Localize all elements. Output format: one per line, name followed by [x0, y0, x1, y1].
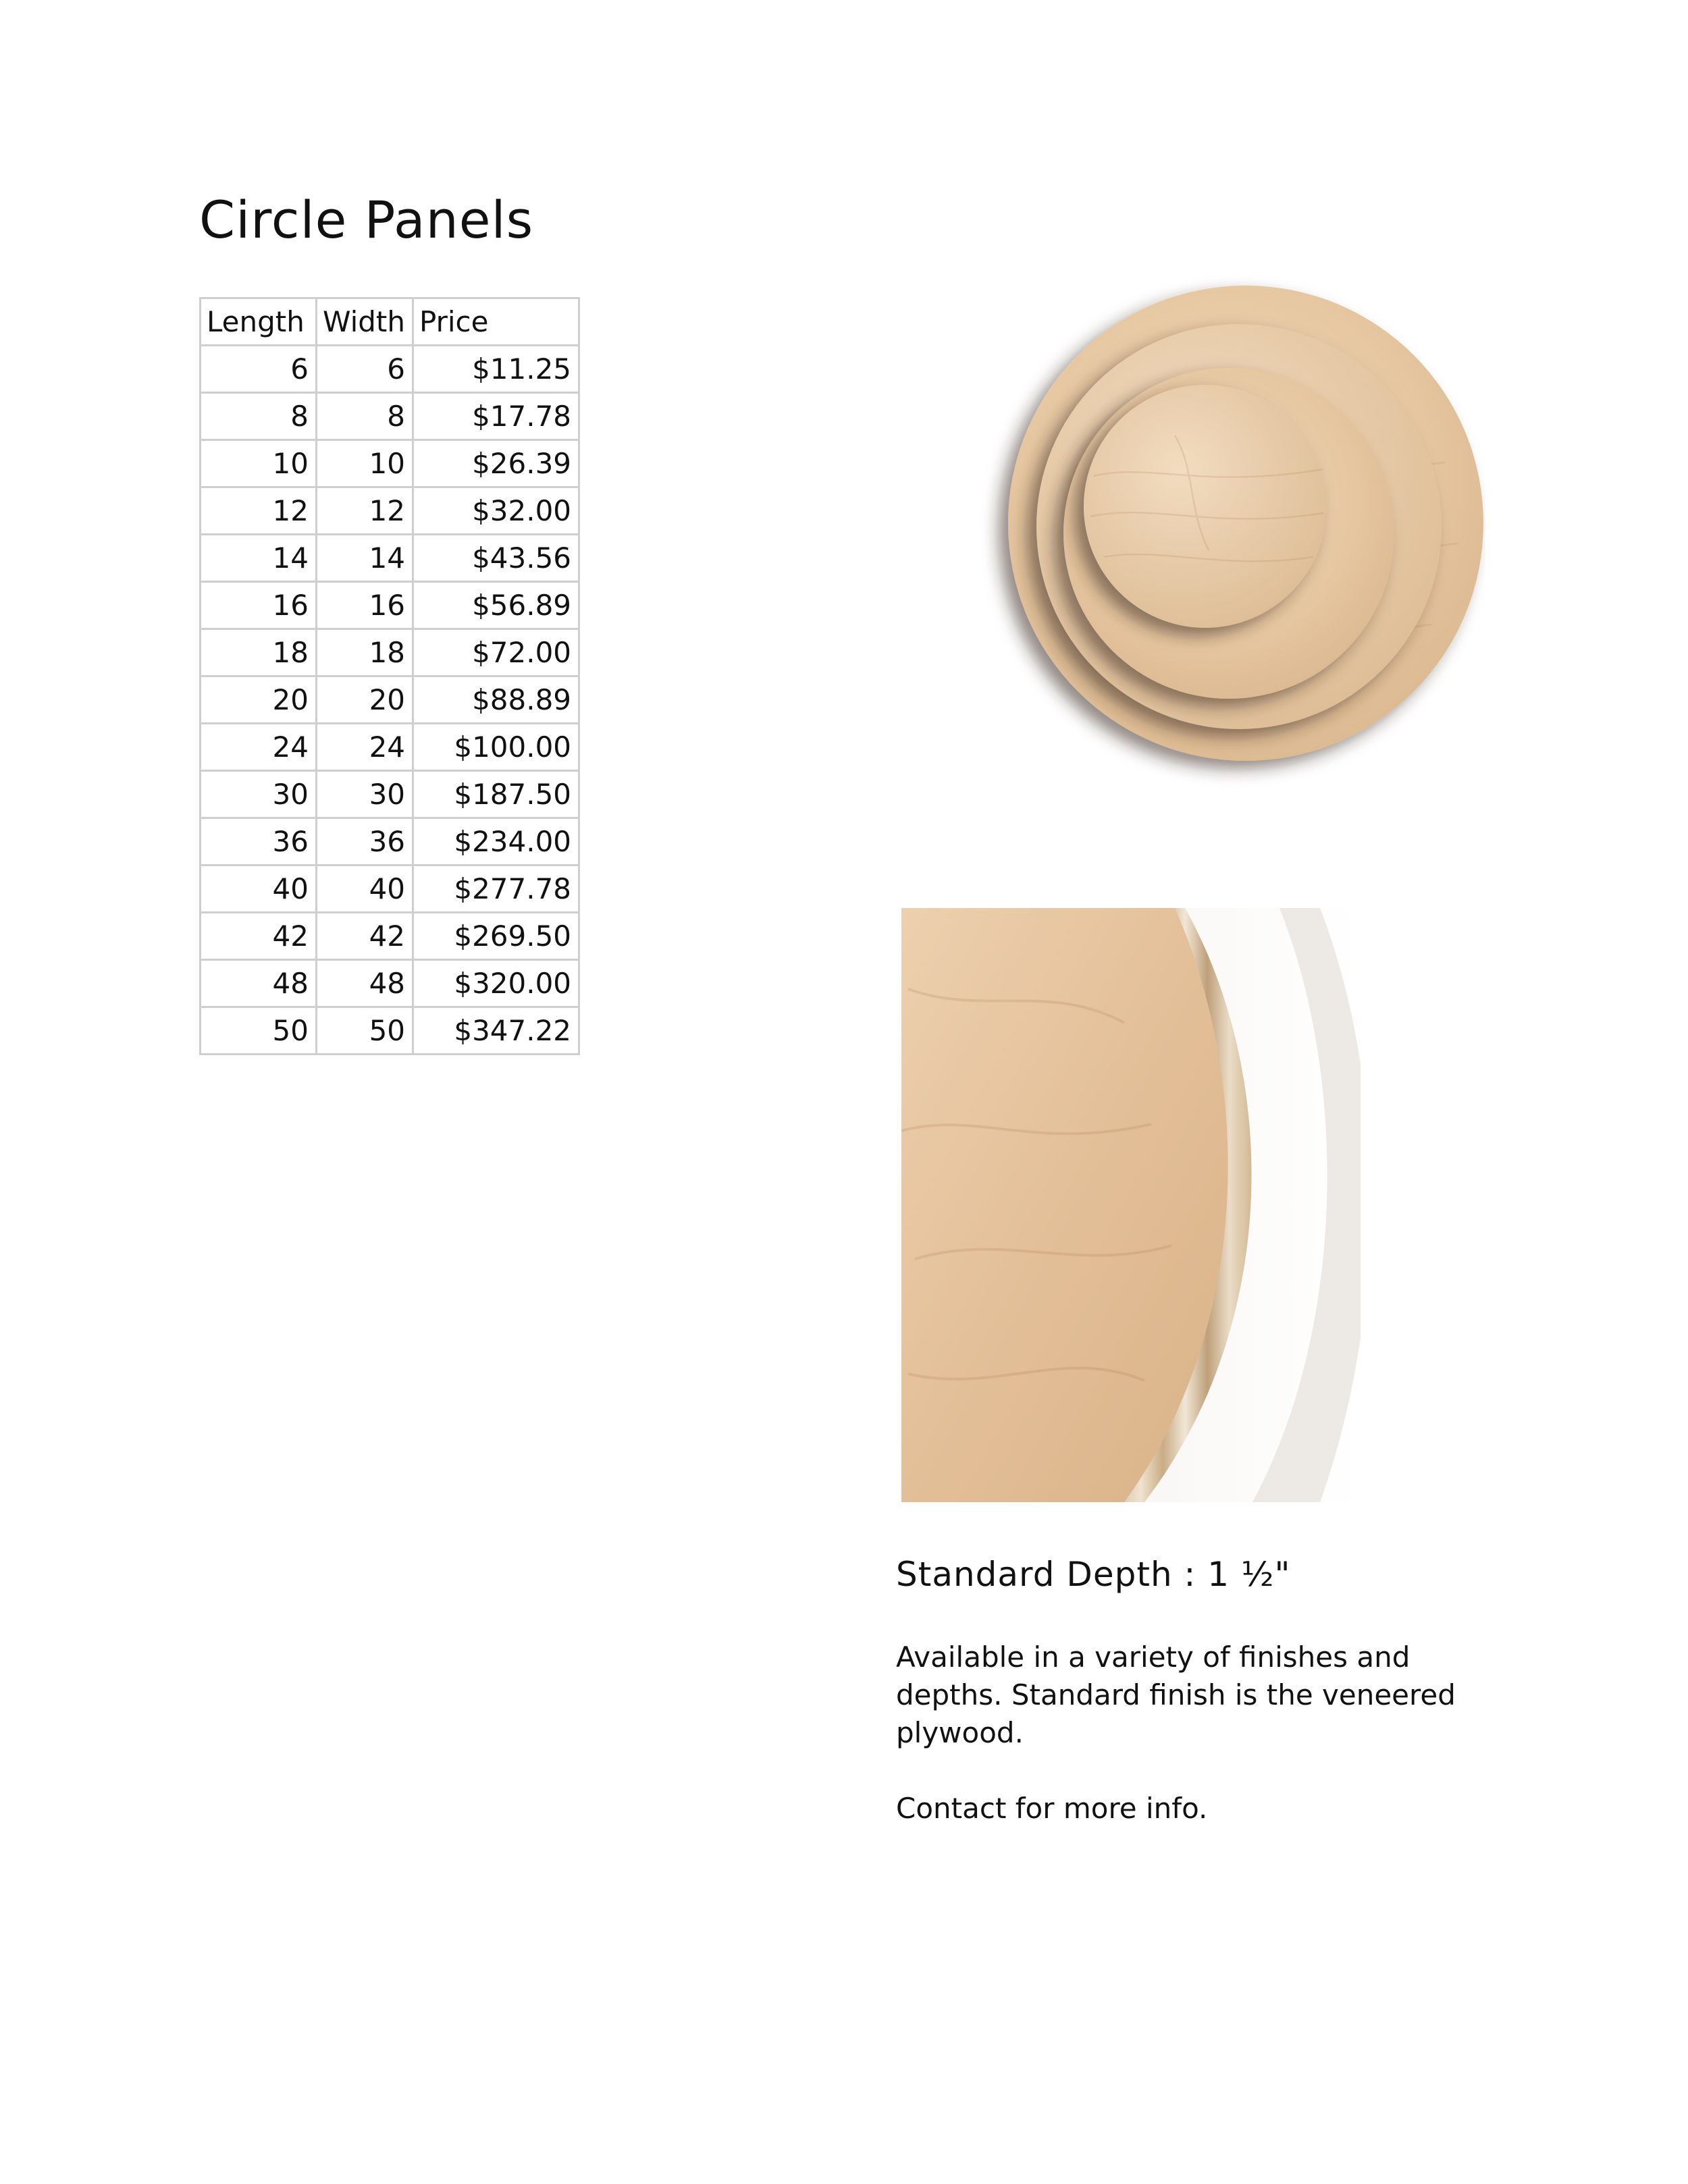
cell-length: 18	[201, 629, 317, 676]
cell-price: $43.56	[413, 535, 579, 582]
table-row	[201, 393, 579, 440]
cell-price: $17.78	[413, 393, 579, 440]
cell-length: 12	[201, 487, 317, 535]
cell-price: $11.25	[413, 346, 579, 393]
cell-width: 6	[317, 346, 413, 393]
cell-price: $269.50	[413, 913, 579, 960]
cell-length: 24	[201, 724, 317, 771]
panel-edge-closeup-image	[901, 908, 1361, 1502]
table-row	[201, 724, 579, 771]
cell-length: 14	[201, 535, 317, 582]
cell-width: 50	[317, 1007, 413, 1055]
table-row	[201, 771, 579, 818]
cell-length: 30	[201, 771, 317, 818]
table-row	[201, 676, 579, 724]
stacked-circle-panels-image	[972, 267, 1485, 793]
cell-price: $187.50	[413, 771, 579, 818]
table-row	[201, 346, 579, 393]
cell-price: $234.00	[413, 818, 579, 865]
table-row	[201, 440, 579, 487]
cell-length: 8	[201, 393, 317, 440]
cell-length: 16	[201, 582, 317, 629]
cell-width: 24	[317, 724, 413, 771]
column-header-width: Width	[317, 298, 413, 346]
cell-length: 40	[201, 865, 317, 913]
cell-price: $100.00	[413, 724, 579, 771]
cell-width: 16	[317, 582, 413, 629]
cell-length: 10	[201, 440, 317, 487]
cell-width: 14	[317, 535, 413, 582]
table-row	[201, 960, 579, 1007]
cell-price: $56.89	[413, 582, 579, 629]
table-row	[201, 818, 579, 865]
table-row	[201, 535, 579, 582]
table-header-row	[201, 298, 579, 346]
cell-length: 48	[201, 960, 317, 1007]
panel-small	[1084, 385, 1327, 628]
product-info	[896, 1553, 1504, 1828]
page-title: Circle Panels	[199, 190, 534, 250]
finish-description: Available in a variety of finishes and depths. Standard finish is the veneered plywood.	[896, 1641, 1456, 1749]
cell-width: 8	[317, 393, 413, 440]
cell-length: 36	[201, 818, 317, 865]
cell-length: 50	[201, 1007, 317, 1055]
cell-width: 10	[317, 440, 413, 487]
cell-price: $347.22	[413, 1007, 579, 1055]
cell-price: $88.89	[413, 676, 579, 724]
cell-width: 20	[317, 676, 413, 724]
cell-width: 18	[317, 629, 413, 676]
cell-price: $72.00	[413, 629, 579, 676]
price-table	[199, 297, 580, 1055]
cell-width: 12	[317, 487, 413, 535]
cell-width: 48	[317, 960, 413, 1007]
cell-width: 40	[317, 865, 413, 913]
cell-length: 6	[201, 346, 317, 393]
table-row	[201, 865, 579, 913]
cell-price: $277.78	[413, 865, 579, 913]
cell-price: $32.00	[413, 487, 579, 535]
cell-length: 42	[201, 913, 317, 960]
cell-width: 42	[317, 913, 413, 960]
column-header-price: Price	[413, 298, 579, 346]
cell-price: $320.00	[413, 960, 579, 1007]
table-row	[201, 487, 579, 535]
table-row	[201, 582, 579, 629]
cell-length: 20	[201, 676, 317, 724]
table-row	[201, 629, 579, 676]
table-row	[201, 913, 579, 960]
column-header-length: Length	[201, 298, 317, 346]
table-row	[201, 1007, 579, 1055]
standard-depth-heading: Standard Depth : 1 ½"	[896, 1555, 1291, 1594]
cell-width: 30	[317, 771, 413, 818]
cell-width: 36	[317, 818, 413, 865]
cell-price: $26.39	[413, 440, 579, 487]
contact-note: Contact for more info.	[896, 1792, 1208, 1825]
